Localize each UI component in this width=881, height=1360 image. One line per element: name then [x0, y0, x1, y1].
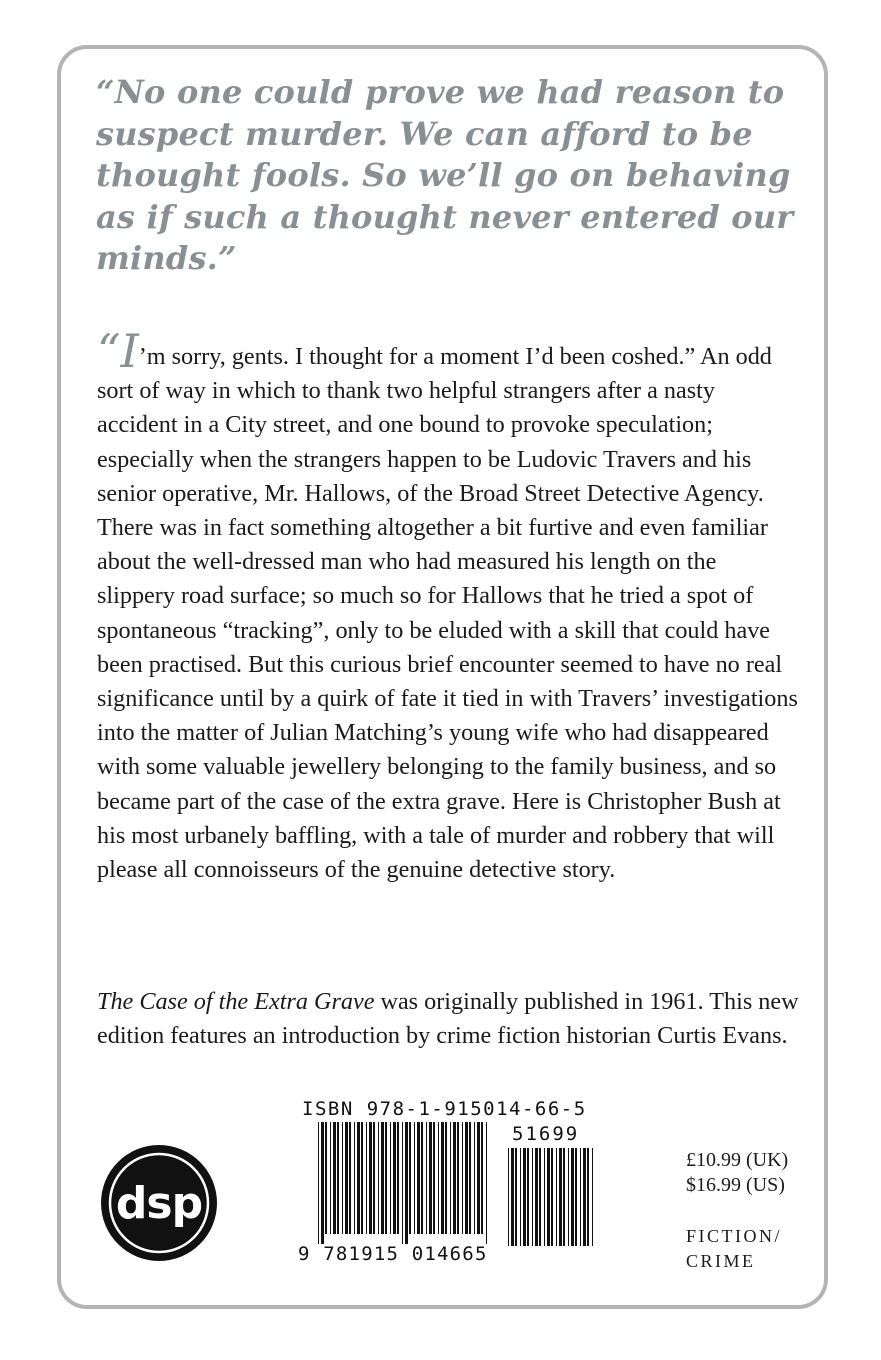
- barcode-bar: [535, 1148, 538, 1246]
- logo-text: dsp: [115, 1178, 203, 1229]
- barcode-bar: [523, 1148, 526, 1246]
- blurb-paragraph: [97, 324, 799, 887]
- barcode-bar: [414, 1122, 415, 1234]
- price-uk: £10.99 (UK): [686, 1149, 789, 1171]
- category-line-2: CRIME: [686, 1251, 756, 1271]
- barcode-bar: [390, 1122, 391, 1234]
- barcode-bar: [515, 1148, 517, 1246]
- barcode-bar: [354, 1122, 355, 1234]
- barcode-bar: [551, 1148, 553, 1246]
- barcode-bar: [571, 1148, 574, 1246]
- barcode-bar: [405, 1122, 408, 1244]
- barcode-bar: [539, 1148, 541, 1246]
- barcode-bar: [385, 1122, 387, 1234]
- barcode-bar: [544, 1148, 545, 1246]
- barcode-bar: [465, 1122, 468, 1234]
- barcode-bar: [527, 1148, 529, 1246]
- barcode-bar: [393, 1122, 396, 1234]
- barcode-bar: [333, 1122, 336, 1234]
- barcode-bar: [474, 1122, 475, 1234]
- barcode-bar: [441, 1122, 444, 1234]
- barcode-bar: [568, 1148, 569, 1246]
- barcode-bar: [330, 1122, 331, 1234]
- barcode-bar: [575, 1148, 577, 1246]
- barcode-bar: [587, 1148, 589, 1246]
- category-label: [686, 1224, 782, 1274]
- price-us: $16.99 (US): [686, 1174, 785, 1196]
- main-barcode-bars: [318, 1122, 487, 1244]
- book-title: The Case of the Extra Grave: [97, 988, 375, 1015]
- barcode-main-digits: 9 781915 014665: [298, 1243, 488, 1262]
- isbn-label: ISBN 978-1-915014-66-5: [302, 1098, 587, 1120]
- barcode-bar: [445, 1122, 447, 1234]
- barcode-bar: [417, 1122, 420, 1234]
- barcode-bar: [402, 1122, 403, 1244]
- blurb-text: ’m sorry, gents. I thought for a moment I’d been coshed.” An odd sort of way in which to thank two helpful strangers after a nasty accident in a City street, and one bound to provoke speculation; especially when the strangers happen to be Ludovic Travers and his senior operative, Mr. Hallows, of the Broad Street Detective Agency. There was in fact something altogether a bit furtive and even familiar about the well-dressed man who had measured his length on the slippery road surface; so much so for Hallows that he tried a spot of spontaneous “tracking”, only to be eluded with a skill that could have been practised. But this curious brief encounter seemed to have no real significance until by a quirk of fate it tied in with Travers’ investigations into the matter of Julian Matching’s young wife who had disappeared with some valuable jewellery belonging to the family business, and so became part of the case of the extra grave. Here is Christopher Bush at his most urbanely baffling, with a tale of murder and robbery that will please all connoisseurs of the genuine detective story.: [97, 343, 798, 884]
- barcode-bar: [318, 1122, 319, 1244]
- barcode-bar: [426, 1122, 427, 1234]
- barcode-bar: [556, 1148, 557, 1246]
- barcode-bar: [547, 1148, 550, 1246]
- barcode-bar: [369, 1122, 372, 1234]
- barcode-bar: [532, 1148, 533, 1246]
- barcode-bar: [580, 1148, 581, 1246]
- barcode-bar: [481, 1122, 483, 1234]
- barcode-bar: [592, 1148, 593, 1246]
- barcode-bar: [563, 1148, 565, 1246]
- isbn-barcode: [298, 1122, 598, 1262]
- barcode-bar: [508, 1148, 509, 1246]
- barcode-bar: [337, 1122, 339, 1234]
- category-line-1: FICTION/: [686, 1226, 782, 1246]
- barcode-bar: [559, 1148, 562, 1246]
- barcode-bar: [429, 1122, 432, 1234]
- barcode-bar: [373, 1122, 375, 1234]
- barcode-bar: [462, 1122, 463, 1234]
- publication-note: [97, 985, 799, 1053]
- barcode-bar: [433, 1122, 435, 1234]
- barcode-bar: [457, 1122, 459, 1234]
- price-block: [686, 1148, 788, 1198]
- barcode-bar: [409, 1122, 411, 1234]
- barcode-bar: [520, 1148, 521, 1246]
- barcode-addon-digits: 51699: [512, 1123, 580, 1145]
- barcode-bar: [325, 1122, 327, 1234]
- barcode-bar: [583, 1148, 586, 1246]
- dsp-publisher-logo: [100, 1144, 218, 1262]
- barcode-bar: [342, 1122, 343, 1234]
- barcode-bar: [453, 1122, 456, 1234]
- barcode-bar: [378, 1122, 379, 1234]
- barcode-bar: [366, 1122, 367, 1234]
- barcode-bar: [397, 1122, 399, 1234]
- pull-quote: “No one could prove we had reason to suspect murder. We can afford to be thought fools. So we’ll go on behaving as if such a thought never entered our minds.”: [96, 73, 794, 277]
- barcode-bar: [421, 1122, 423, 1234]
- barcode-bar: [345, 1122, 348, 1234]
- addon-barcode-bars: [508, 1148, 593, 1246]
- barcode-bar: [349, 1122, 351, 1234]
- barcode-bar: [477, 1122, 480, 1234]
- barcode-bar: [321, 1122, 324, 1244]
- barcode-bar: [438, 1122, 439, 1234]
- publication-note-text: was originally published in 1961. This new edition features an introduction by crime fiction historian Curtis Evans.: [97, 988, 799, 1050]
- barcode-bar: [381, 1122, 384, 1234]
- barcode-bar: [450, 1122, 451, 1234]
- barcode-bar: [361, 1122, 363, 1234]
- barcode-bar: [486, 1122, 487, 1244]
- barcode-bar: [357, 1122, 360, 1234]
- barcode-bar: [511, 1148, 514, 1246]
- drop-cap: “I: [97, 324, 139, 378]
- barcode-bar: [469, 1122, 471, 1234]
